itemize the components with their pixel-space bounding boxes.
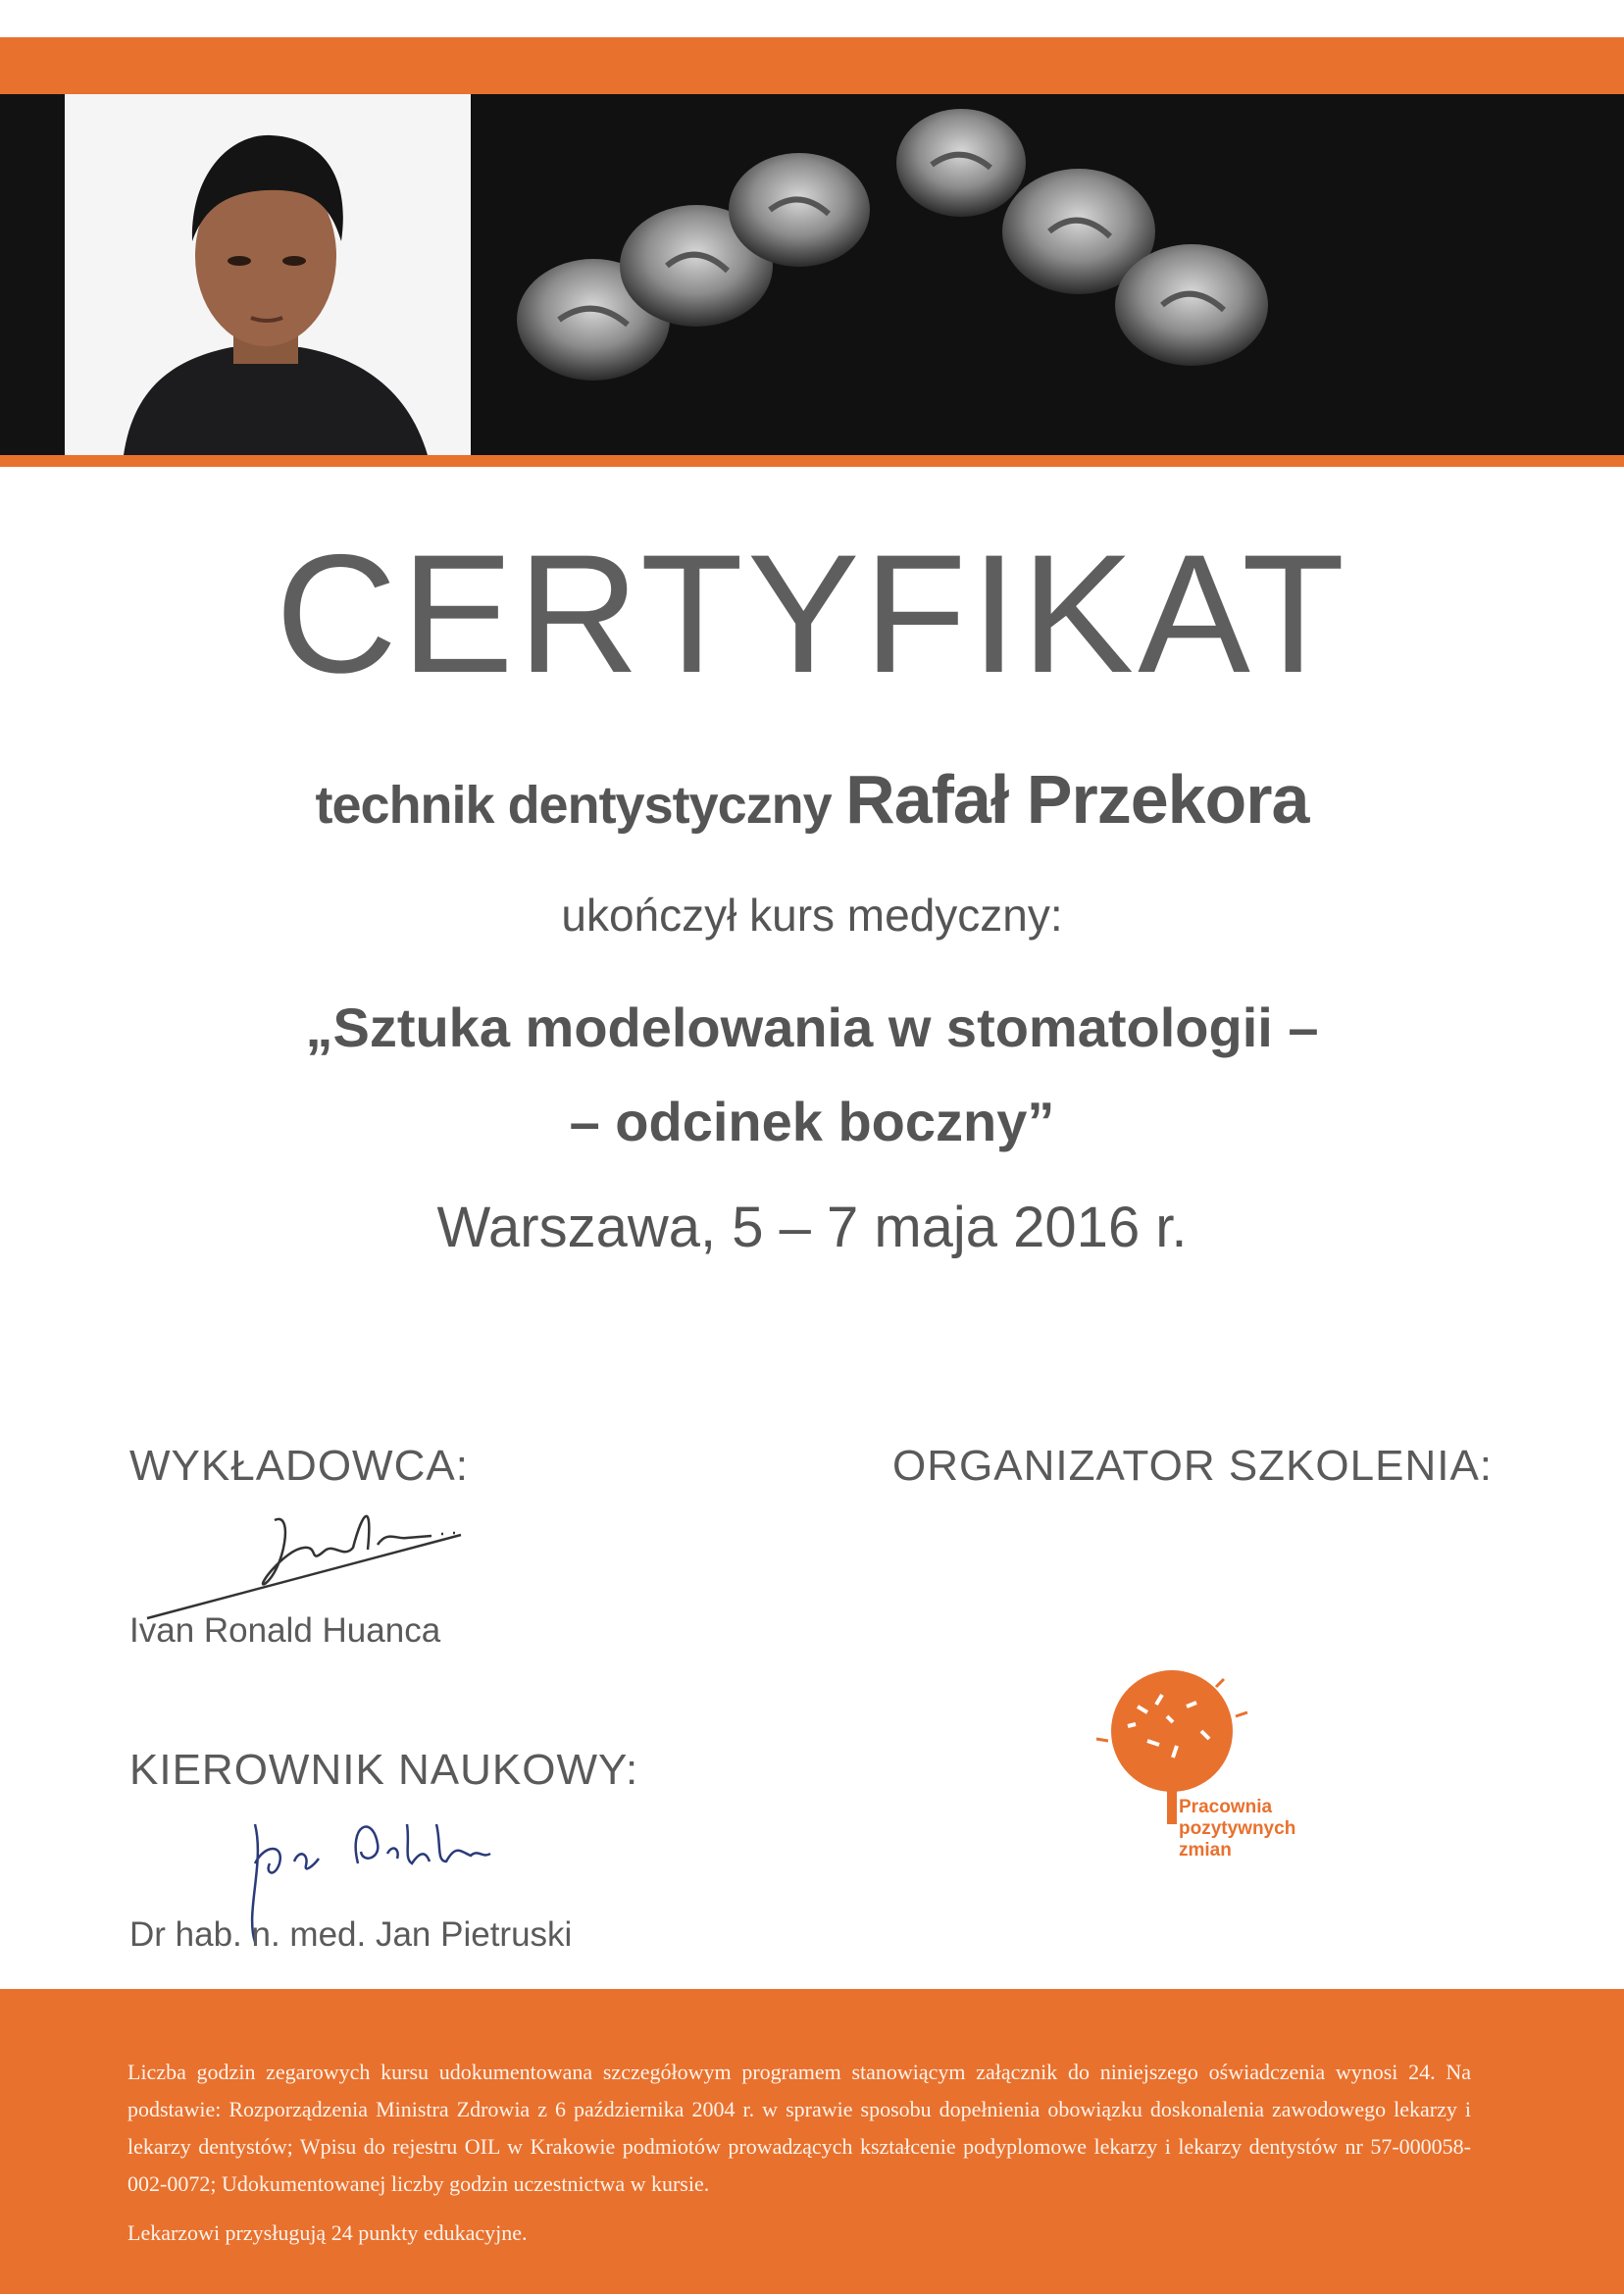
lecturer-label: WYKŁADOWCA: [129, 1442, 469, 1490]
dental-model-photo [471, 94, 1624, 455]
person-icon [65, 94, 471, 455]
course-title-line-2: – odcinek boczny” [569, 1091, 1055, 1152]
course-title [0, 981, 1624, 1169]
organizer-logo [1069, 1648, 1304, 1883]
tree-logo-icon [1069, 1648, 1304, 1883]
certificate-title: CERTYFIKAT [275, 520, 1349, 708]
logo-text-line-1: Pracownia [1179, 1797, 1273, 1817]
place-date: Warszawa, 5 – 7 maja 2016 r. [436, 1196, 1188, 1259]
logo-text-line-3: zmian [1179, 1840, 1232, 1861]
scientific-head-name: Dr hab. n. med. Jan Pietruski [129, 1915, 573, 1954]
portrait-photo [65, 94, 471, 455]
footer-text [127, 2054, 1471, 2252]
teeth-icon [471, 94, 1624, 455]
lecturer-name: Ivan Ronald Huanca [129, 1611, 441, 1650]
completed-text: ukończył kurs medyczny: [561, 890, 1063, 941]
footer-paragraph: Liczba godzin zegarowych kursu udokumentowana szczegółowym programem stanowiącym załącznik do niniejszego oświadczenia wynosi 24. Na podstawie: Rozporządzenia Ministra Zdrowia z 6 października 2004 r. w sprawie sposobu dopełnienia obowiązku doskonalenia zawodowego lekarzy i lekarzy dentystów; Wpisu do rejestru OIL w Krakowie podmiotów prowadzących kształcenie podyplomowe lekarzy i lekarzy dentystów nr 57-000058-002-0072; Udokumentowanej liczby godzin uczestnictwa w kursie. [127, 2060, 1471, 2196]
course-title-line-1: „Sztuka modelowania w stomatologii – [305, 996, 1319, 1058]
footer-points: Lekarzowi przysługują 24 punkty edukacyjne. [127, 2220, 528, 2245]
logo-text-line-2: pozytywnych [1179, 1818, 1296, 1839]
scientific-head-label: KIEROWNIK NAUKOWY: [129, 1746, 639, 1794]
organizer-label: ORGANIZATOR SZKOLENIA: [892, 1442, 1494, 1490]
lecturer-signature-icon [137, 1491, 500, 1628]
recipient-name: Rafał Przekora [845, 761, 1309, 838]
recipient-line [0, 761, 1624, 838]
recipient-role: technik dentystyczny [315, 776, 832, 835]
